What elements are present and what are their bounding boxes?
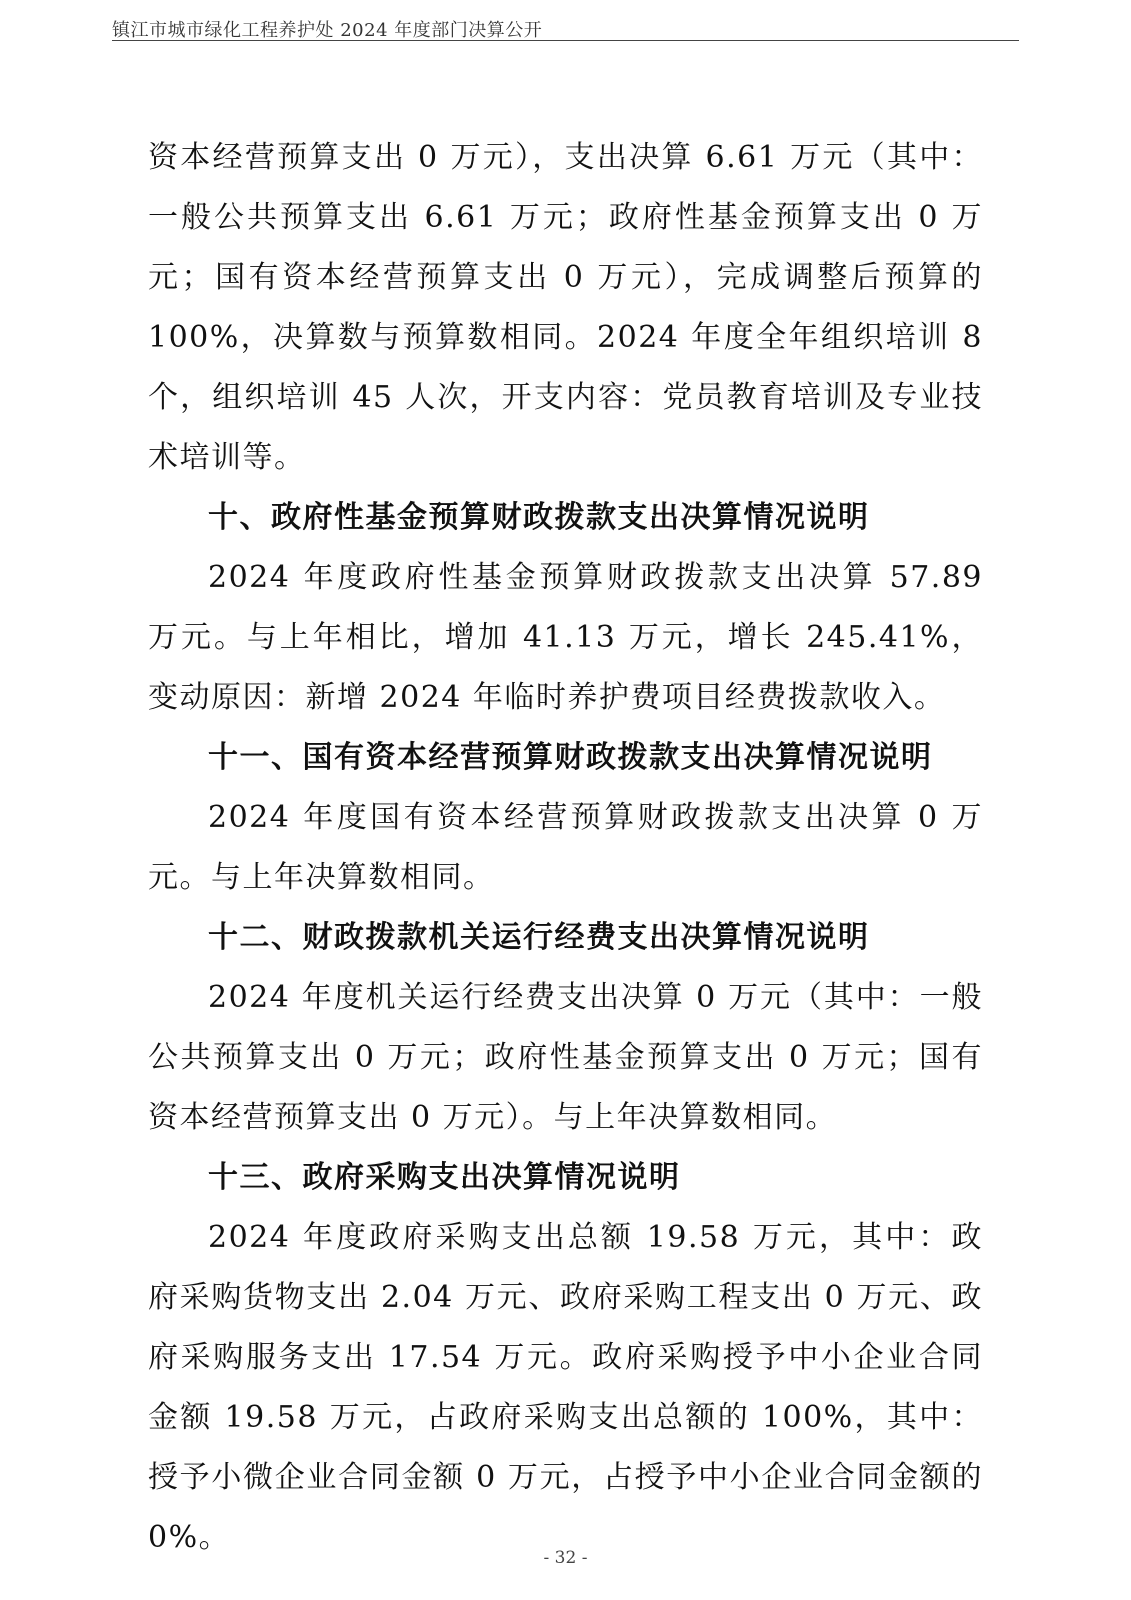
section-heading-11: 十一、国有资本经营预算财政拨款支出决算情况说明 [208,740,933,775]
running-header: 镇江市城市绿化工程养护处 2024 年度部门决算公开 [112,20,543,41]
section-text-12: 2024 年度机关运行经费支出决算 0 万元（其中：一般公共预算支出 0 万元；政府性基金预算支出 0 万元；国有资本经营预算支出 0 万元）。与上年决算数相同。 [148,980,983,1135]
section-heading-12: 十二、财政拨款机关运行经费支出决算情况说明 [208,920,870,955]
section-heading-13: 十三、政府采购支出决算情况说明 [208,1160,681,1195]
paragraph-continuation: 资本经营预算支出 0 万元），支出决算 6.61 万元（其中：一般公共预算支出 6.61 万元；政府性基金预算支出 0 万元；国有资本经营预算支出 0 万元），完成调整后预算的 100%，决算数与预算数相同。2024 年度全年组织培训 8 个，组织培训 45 人次，开支内容：党员教育培训及专业技术培训等。 [148,140,983,475]
section-text-13: 2024 年度政府采购支出总额 19.58 万元，其中：政府采购货物支出 2.04 万元、政府采购工程支出 0 万元、政府采购服务支出 17.54 万元。政府采购授予中小企业合同金额 19.58 万元，占政府采购支出总额的 100%，其中：授予小微企业合同金额 0 万元，占授予中小企业合同金额的 0%。 [148,1220,983,1555]
section-heading-10: 十、政府性基金预算财政拨款支出决算情况说明 [208,500,870,535]
section-text-10: 2024 年度政府性基金预算财政拨款支出决算 57.89 万元。与上年相比，增加 41.13 万元，增长 245.41%，变动原因：新增 2024 年临时养护费项目经费拨款收入。 [148,560,983,715]
page-number: - 32 - [543,1548,588,1568]
document-body [148,128,983,1568]
header-divider [112,40,1019,41]
section-text-11: 2024 年度国有资本经营预算财政拨款支出决算 0 万元。与上年决算数相同。 [148,800,983,895]
